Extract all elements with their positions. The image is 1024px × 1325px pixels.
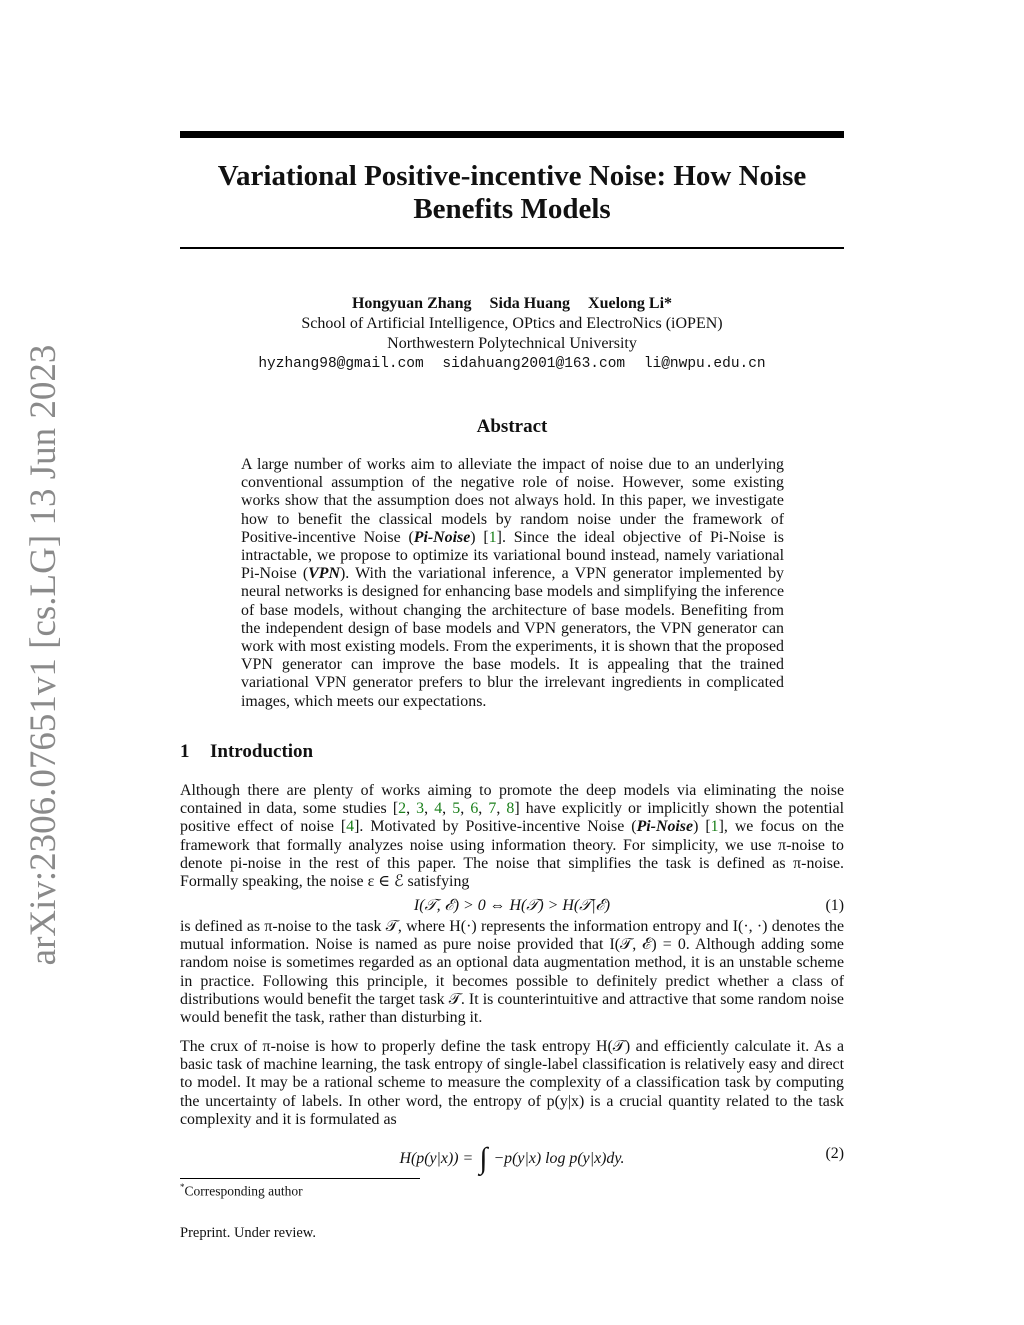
abstract-text-part: A large number of works aim to alleviate the impact of noise due to an underlying conventional assumption of the negative role of noise. However, some existing works show that the assumption does not always hold. In this paper, we investigate how to benefit the classical models by random noise under the framework of Positive-incentive Noise ( xyxy=(241,456,784,546)
citation-link[interactable]: 1 xyxy=(710,818,719,836)
equation-body: I(𝒯, ℰ) > 0 ⇔ H(𝒯) > H(𝒯|ℰ) xyxy=(413,897,611,914)
pinoise-term: Pi-Noise xyxy=(413,528,471,546)
intro-paragraph-1: Although there are plenty of works aiming to promote the deep models via eliminating the noise contained in data, some studies [2, 3, 4, 5, 6, 7, 8] have explicitly or implicitly shown the potential positive effect of noise [4]. Motivated by Positive-incentive Noise (Pi-Noise) [1], we focus on the framework that formally analyzes noise using information theory. For simplicity, we use π-noise to denote pi-noise in the rest of this paper. The noise that simplifies the task is defined as π-noise. Formally speaking, the noise ε ∈ ℰ satisfying xyxy=(180,782,844,891)
title-top-rule xyxy=(180,131,844,138)
citation-link[interactable]: 2 xyxy=(398,800,407,818)
author-name: Xuelong Li* xyxy=(588,295,673,312)
citation-link[interactable]: 4 xyxy=(346,818,355,836)
title-bottom-rule xyxy=(180,247,844,249)
section-number: 1 xyxy=(180,741,190,762)
equation-number: (2) xyxy=(825,1145,844,1162)
page-footer: Preprint. Under review. xyxy=(180,1225,316,1241)
intro-paragraph-2: is defined as π-noise to the task 𝒯, where H(·) represents the information entropy and I(·, ·) denotes the mutual information. Noise is named as pure noise provided that I(𝒯, ℰ) = 0. Although adding some random noise is sometimes regarded as an optional data augmentation method, it is an unstable scheme in practice. Following this principle, it becomes possible to definitely predict whether a class of distributions would benefit the target task 𝒯. It is counterintuitive and attractive that some random noise would benefit the task, rather than disturbing it. xyxy=(180,918,844,1027)
author-block xyxy=(180,294,844,374)
pinoise-term: Pi-Noise xyxy=(636,818,694,836)
affiliation-university: Northwestern Polytechnical University xyxy=(387,335,637,352)
author-emails xyxy=(180,354,844,374)
citation-link[interactable]: 5 xyxy=(452,800,461,818)
abstract-text-part: . Since the ideal objective of Pi-Noise is intractable, we propose to optimize its variational bound instead, namely variational Pi-Noise ( xyxy=(241,528,784,583)
paper-title: Variational Positive-incentive Noise: How Noise Benefits Models xyxy=(217,160,807,225)
integral-sign: ∫ xyxy=(479,1142,488,1175)
affiliation-school: School of Artificial Intelligence, OPtics and ElectroNics (iOPEN) xyxy=(301,315,723,332)
citation-link[interactable]: 4 xyxy=(434,800,443,818)
author-email[interactable]: li@nwpu.edu.cn xyxy=(643,356,766,372)
author-name: Sida Huang xyxy=(489,295,571,312)
citation-link[interactable]: 3 xyxy=(416,800,425,818)
author-name: Hongyuan Zhang xyxy=(351,295,472,312)
citation-link[interactable]: 6 xyxy=(470,800,479,818)
citation-link[interactable]: 1 xyxy=(488,528,497,546)
footnote xyxy=(180,1182,303,1200)
vpn-term: VPN xyxy=(308,565,340,583)
abstract-body: A large number of works aim to alleviate the impact of noise due to an underlying conventional assumption of the negative role of noise. However, some existing works show that the assumption does not always hold. In this paper, we investigate how to benefit the classical models by random noise under the framework of Positive-incentive Noise (Pi-Noise) [1]. Since the ideal objective of Pi-Noise is intractable, we propose to optimize its variational bound instead, namely variational Pi-Noise (VPN). With the variational inference, a VPN generator implemented by neural networks is designed for enhancing base models and simplifying the inference of base models, without changing the architecture of base models. Benefiting from the independent design of base models and VPN generators, the VPN generator can work with most existing models. From the experiments, it is shown that the proposed VPN generator can improve the base models. It is appealing that the trained variational VPN generator prefers to blur the irrelevant ingredients in complicated images, which meets our expectations. xyxy=(241,456,785,710)
equation-1 xyxy=(180,896,844,916)
footnote-mark: * xyxy=(180,1182,185,1192)
equation-number: (1) xyxy=(825,897,844,914)
footnote-text: Corresponding author xyxy=(184,1183,303,1199)
abstract-heading: Abstract xyxy=(476,416,548,437)
footnote-rule xyxy=(180,1178,420,1179)
citation-link[interactable]: 8 xyxy=(506,800,515,818)
intro-paragraph-3: The crux of π-noise is how to properly define the task entropy H(𝒯) and efficiently calculate it. As a basic task of machine learning, the task entropy of single-label classification is relatively easy and direct to model. It may be a rational scheme to measure the complexity of a classification task by computing the uncertainty of labels. In other word, the entropy of p(y|x) is a crucial quantity related to the task complexity and it is formulated as xyxy=(180,1038,844,1128)
author-email[interactable]: sidahuang2001@163.com xyxy=(442,356,626,372)
section-title: Introduction xyxy=(210,741,314,762)
citation-link[interactable]: 7 xyxy=(488,800,497,818)
equation-2 xyxy=(180,1141,844,1175)
author-email[interactable]: hyzhang98@gmail.com xyxy=(258,356,424,372)
abstract-text-part: ). With the variational inference, a VPN generator implemented by neural networks is designed for enhancing base models and simplifying the inference of base models, without changing the architecture of base models. Benefiting from the independent design of base models and VPN generators, the VPN generator can work with most existing models. From the experiments, it is shown that the proposed VPN generator can improve the base models. It is appealing that the trained variational VPN generator prefers to blur the irrelevant ingredients in complicated images, which meets our expectations. xyxy=(241,565,785,710)
equation-body: H(p(y|x)) = ∫ −p(y|x) log p(y|x)dy. xyxy=(399,1142,625,1175)
section-heading-introduction xyxy=(180,741,313,763)
arxiv-identifier-stamp: arXiv:2306.07651v1 [cs.LG] 13 Jun 2023 xyxy=(23,344,64,966)
author-names xyxy=(180,294,844,314)
